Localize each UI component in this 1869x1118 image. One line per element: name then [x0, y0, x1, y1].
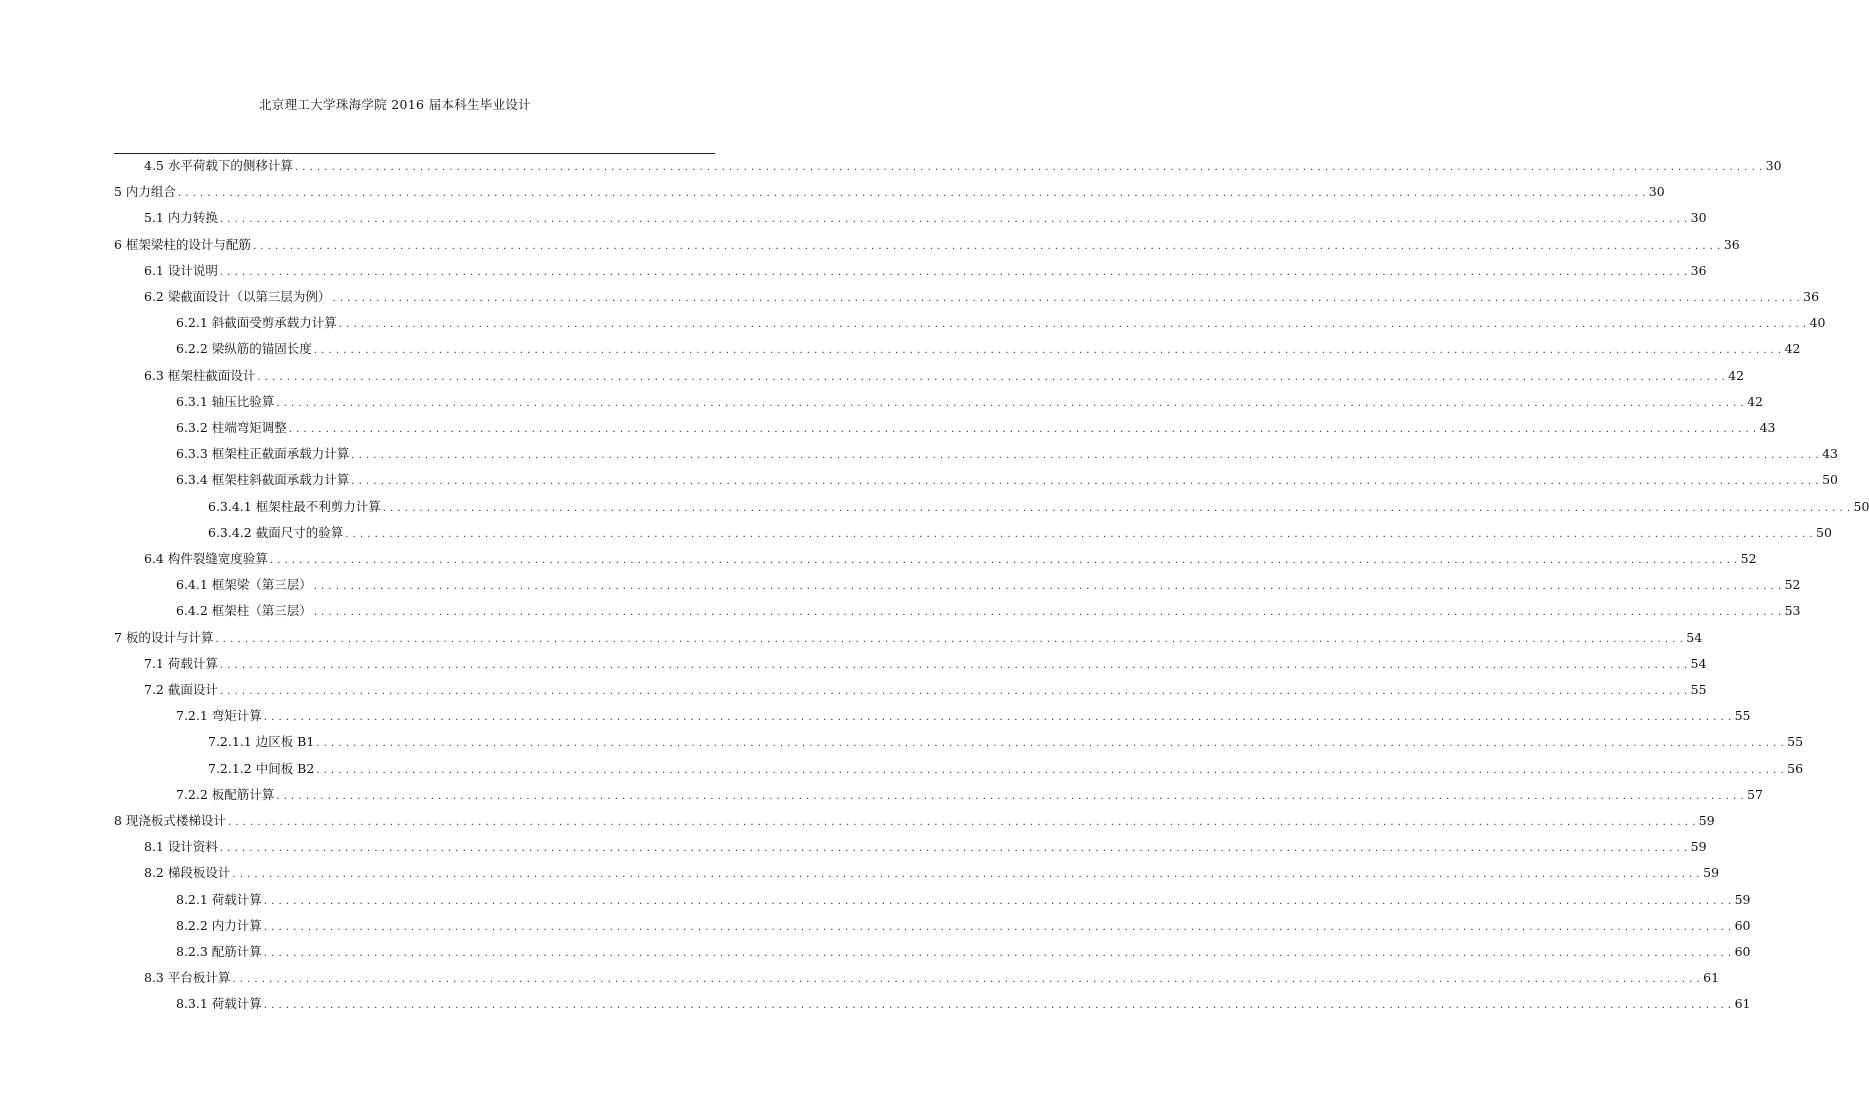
toc-entry[interactable]	[176, 993, 1751, 1015]
toc-leader-dots: . . . . . . . . . . . . . . . . . . . . . . . . . . . . . . . . . . . . . . . . . . . . . . . . . . . . . . . . . . . . . . . . . . . . . . . . . . . . . . . . . . . . . . . . . . . . . . . . . . . . . . . . . . . . . . . . . . . . . . . . . . . . . . . . . . . . . . . . . . . . . . . . . . . . . . . . . . . . . . . . . . . . . . . . . . . . . . . . . . . . . . . . . . . . . . . . . . . . . . . .	[215, 633, 1684, 645]
toc-entry-label: 6 框架梁柱的设计与配筋	[114, 236, 251, 252]
toc-entry-page-number: 55	[1787, 734, 1804, 750]
toc-leader-dots: . . . . . . . . . . . . . . . . . . . . . . . . . . . . . . . . . . . . . . . . . . . . . . . . . . . . . . . . . . . . . . . . . . . . . . . . . . . . . . . . . . . . . . . . . . . . . . . . . . . . . . . . . . . . . . . . . . . . . . . . . . . . . . . . . . . . . . . . . . . . . . . . . . . . . . . . . . . . . . . . . . . . . . . . . . . . . . . . . . . . . . . . . . . . . . . . . . . . . . . .	[313, 581, 1782, 593]
toc-entry-page-number: 42	[1784, 341, 1801, 357]
toc-entry-label: 6.3.4 框架柱斜截面承载力计算	[176, 472, 350, 488]
toc-entry-label: 7.2.1.2 中间板 B2	[208, 760, 315, 776]
toc-entry-page-number: 60	[1734, 917, 1751, 933]
toc-leader-dots: . . . . . . . . . . . . . . . . . . . . . . . . . . . . . . . . . . . . . . . . . . . . . . . . . . . . . . . . . . . . . . . . . . . . . . . . . . . . . . . . . . . . . . . . . . . . . . . . . . . . . . . . . . . . . . . . . . . . . . . . . . . . . . . . . . . . . . . . . . . . . . . . . . . . . . . . . . . . . . . . . . . . . . . . . . . . . . . . . . . . . . . . . . . . . . . . . . . . . . . .	[219, 843, 1688, 855]
toc-leader-dots: . . . . . . . . . . . . . . . . . . . . . . . . . . . . . . . . . . . . . . . . . . . . . . . . . . . . . . . . . . . . . . . . . . . . . . . . . . . . . . . . . . . . . . . . . . . . . . . . . . . . . . . . . . . . . . . . . . . . . . . . . . . . . . . . . . . . . . . . . . . . . . . . . . . . . . . . . . . . . . . . . . . . . . . . . . . . . . . . . . . . . . . . . . . . . . . . . . . . . . . .	[219, 659, 1688, 671]
toc-entry[interactable]	[176, 889, 1751, 911]
toc-entry-page-number: 36	[1723, 236, 1740, 252]
toc-entry-label: 6.4.1 框架梁（第三层）	[176, 577, 312, 593]
toc-leader-dots: . . . . . . . . . . . . . . . . . . . . . . . . . . . . . . . . . . . . . . . . . . . . . . . . . . . . . . . . . . . . . . . . . . . . . . . . . . . . . . . . . . . . . . . . . . . . . . . . . . . . . . . . . . . . . . . . . . . . . . . . . . . . . . . . . . . . . . . . . . . . . . . . . . . . . . . . . . . . . . . . . . . . . . . . . . . . . . . . . . . . . . . . . . . . . . . . . . . . . . . .	[332, 293, 1801, 304]
toc-entry-page-number: 54	[1686, 629, 1703, 645]
toc-leader-dots: . . . . . . . . . . . . . . . . . . . . . . . . . . . . . . . . . . . . . . . . . . . . . . . . . . . . . . . . . . . . . . . . . . . . . . . . . . . . . . . . . . . . . . . . . . . . . . . . . . . . . . . . . . . . . . . . . . . . . . . . . . . . . . . . . . . . . . . . . . . . . . . . . . . . . . . . . . . . . . . . . . . . . . . . . . . . . . . . . . . . . . . . . . . . . . . . . . . . . . . .	[177, 188, 1646, 200]
toc-entry-page-number: 50	[1853, 498, 1869, 514]
toc-leader-dots: . . . . . . . . . . . . . . . . . . . . . . . . . . . . . . . . . . . . . . . . . . . . . . . . . . . . . . . . . . . . . . . . . . . . . . . . . . . . . . . . . . . . . . . . . . . . . . . . . . . . . . . . . . . . . . . . . . . . . . . . . . . . . . . . . . . . . . . . . . . . . . . . . . . . . . . . . . . . . . . . . . . . . . . . . . . . . . . . . . . . . . . . . . . . . . . . . . . . . . . .	[232, 869, 1701, 881]
toc-entry-page-number: 52	[1740, 551, 1757, 566]
toc-entry-page-number: 43	[1822, 446, 1838, 462]
toc-entry[interactable]	[176, 784, 1763, 806]
toc-entry[interactable]	[208, 731, 1804, 753]
toc-leader-dots: . . . . . . . . . . . . . . . . . . . . . . . . . . . . . . . . . . . . . . . . . . . . . . . . . . . . . . . . . . . . . . . . . . . . . . . . . . . . . . . . . . . . . . . . . . . . . . . . . . . . . . . . . . . . . . . . . . . . . . . . . . . . . . . . . . . . . . . . . . . . . . . . . . . . . . . . . . . . . . . . . . . . . . . . . . . . . . . . . . . . . . . . . . . . . . . . . . . . . . . .	[219, 266, 1688, 278]
toc-entry[interactable]	[176, 417, 1776, 439]
toc-entry-page-number: 53	[1784, 603, 1801, 619]
toc-entry-page-number: 30	[1648, 184, 1665, 200]
toc-leader-dots: . . . . . . . . . . . . . . . . . . . . . . . . . . . . . . . . . . . . . . . . . . . . . . . . . . . . . . . . . . . . . . . . . . . . . . . . . . . . . . . . . . . . . . . . . . . . . . . . . . . . . . . . . . . . . . . . . . . . . . . . . . . . . . . . . . . . . . . . . . . . . . . . . . . . . . . . . . . . . . . . . . . . . . . . . . . . . . . . . . . . . . . . . . . . . . . . . . . . . . . .	[263, 921, 1732, 933]
toc-leader-dots: . . . . . . . . . . . . . . . . . . . . . . . . . . . . . . . . . . . . . . . . . . . . . . . . . . . . . . . . . . . . . . . . . . . . . . . . . . . . . . . . . . . . . . . . . . . . . . . . . . . . . . . . . . . . . . . . . . . . . . . . . . . . . . . . . . . . . . . . . . . . . . . . . . . . . . . . . . . . . . . . . . . . . . . . . . . . . . . . . . . . . . . . . . . . . . . . . . . . . . . .	[227, 817, 1696, 828]
toc-entry-page-number: 40	[1809, 315, 1826, 331]
toc-entry-label: 6.4.2 框架柱（第三层）	[176, 603, 312, 619]
toc-entry-label: 7.2.2 板配筋计算	[176, 786, 275, 802]
toc-entry-label: 7.2.1.1 边区板 B1	[208, 734, 315, 750]
toc-leader-dots: . . . . . . . . . . . . . . . . . . . . . . . . . . . . . . . . . . . . . . . . . . . . . . . . . . . . . . . . . . . . . . . . . . . . . . . . . . . . . . . . . . . . . . . . . . . . . . . . . . . . . . . . . . . . . . . . . . . . . . . . . . . . . . . . . . . . . . . . . . . . . . . . . . . . . . . . . . . . . . . . . . . . . . . . . . . . . . . . . . . . . . . . . . . . . . . . . . . . . . . .	[382, 502, 1851, 514]
toc-entry-label: 8.2.2 内力计算	[176, 917, 262, 933]
toc-entry[interactable]	[144, 862, 1720, 884]
toc-leader-dots: . . . . . . . . . . . . . . . . . . . . . . . . . . . . . . . . . . . . . . . . . . . . . . . . . . . . . . . . . . . . . . . . . . . . . . . . . . . . . . . . . . . . . . . . . . . . . . . . . . . . . . . . . . . . . . . . . . . . . . . . . . . . . . . . . . . . . . . . . . . . . . . . . . . . . . . . . . . . . . . . . . . . . . . . . . . . . . . . . . . . . . . . . . . . . . . . . . . . . . . .	[294, 162, 1763, 173]
toc-entry[interactable]	[144, 365, 1745, 387]
toc-entry-label: 8.2.3 配筋计算	[176, 944, 262, 959]
toc-entry[interactable]	[176, 915, 1751, 937]
toc-leader-dots: . . . . . . . . . . . . . . . . . . . . . . . . . . . . . . . . . . . . . . . . . . . . . . . . . . . . . . . . . . . . . . . . . . . . . . . . . . . . . . . . . . . . . . . . . . . . . . . . . . . . . . . . . . . . . . . . . . . . . . . . . . . . . . . . . . . . . . . . . . . . . . . . . . . . . . . . . . . . . . . . . . . . . . . . . . . . . . . . . . . . . . . . . . . . . . . . . . . . . . . .	[219, 214, 1688, 226]
toc-entry-page-number: 61	[1703, 970, 1720, 986]
toc-leader-dots: . . . . . . . . . . . . . . . . . . . . . . . . . . . . . . . . . . . . . . . . . . . . . . . . . . . . . . . . . . . . . . . . . . . . . . . . . . . . . . . . . . . . . . . . . . . . . . . . . . . . . . . . . . . . . . . . . . . . . . . . . . . . . . . . . . . . . . . . . . . . . . . . . . . . . . . . . . . . . . . . . . . . . . . . . . . . . . . . . . . . . . . . . . . . . . . . . . . . . . . .	[269, 555, 1738, 566]
toc-entry-label: 6.1 设计说明	[144, 262, 218, 278]
toc-leader-dots: . . . . . . . . . . . . . . . . . . . . . . . . . . . . . . . . . . . . . . . . . . . . . . . . . . . . . . . . . . . . . . . . . . . . . . . . . . . . . . . . . . . . . . . . . . . . . . . . . . . . . . . . . . . . . . . . . . . . . . . . . . . . . . . . . . . . . . . . . . . . . . . . . . . . . . . . . . . . . . . . . . . . . . . . . . . . . . . . . . . . . . . . . . . . . . . . . . . . . . . .	[263, 948, 1732, 959]
toc-entry-page-number: 55	[1734, 708, 1751, 724]
toc-entry[interactable]	[144, 155, 1782, 177]
toc-entry-label: 8.2 梯段板设计	[144, 865, 231, 881]
toc-entry-label: 8.2.1 荷载计算	[176, 891, 262, 907]
toc-entry[interactable]	[208, 496, 1869, 518]
toc-leader-dots: . . . . . . . . . . . . . . . . . . . . . . . . . . . . . . . . . . . . . . . . . . . . . . . . . . . . . . . . . . . . . . . . . . . . . . . . . . . . . . . . . . . . . . . . . . . . . . . . . . . . . . . . . . . . . . . . . . . . . . . . . . . . . . . . . . . . . . . . . . . . . . . . . . . . . . . . . . . . . . . . . . . . . . . . . . . . . . . . . . . . . . . . . . . . . . . . . . . . . . . .	[276, 790, 1745, 802]
toc-entry-label: 4.5 水平荷载下的侧移计算	[144, 158, 293, 173]
toc-entry-page-number: 43	[1759, 420, 1776, 435]
toc-entry[interactable]	[144, 207, 1707, 229]
toc-entry[interactable]	[176, 469, 1838, 491]
toc-entry-page-number: 50	[1816, 524, 1832, 540]
toc-entry[interactable]	[176, 391, 1763, 413]
toc-entry-label: 5 内力组合	[114, 184, 176, 200]
toc-leader-dots: . . . . . . . . . . . . . . . . . . . . . . . . . . . . . . . . . . . . . . . . . . . . . . . . . . . . . . . . . . . . . . . . . . . . . . . . . . . . . . . . . . . . . . . . . . . . . . . . . . . . . . . . . . . . . . . . . . . . . . . . . . . . . . . . . . . . . . . . . . . . . . . . . . . . . . . . . . . . . . . . . . . . . . . . . . . . . . . . . . . . . . . . . . . . . . . . . . . . . . . .	[219, 686, 1688, 697]
toc-leader-dots: . . . . . . . . . . . . . . . . . . . . . . . . . . . . . . . . . . . . . . . . . . . . . . . . . . . . . . . . . . . . . . . . . . . . . . . . . . . . . . . . . . . . . . . . . . . . . . . . . . . . . . . . . . . . . . . . . . . . . . . . . . . . . . . . . . . . . . . . . . . . . . . . . . . . . . . . . . . . . . . . . . . . . . . . . . . . . . . . . . . . . . . . . . . . . . . . . . . . . . . .	[263, 712, 1732, 724]
toc-entry-label: 6.2 梁截面设计（以第三层为例）	[144, 289, 331, 304]
toc-leader-dots: . . . . . . . . . . . . . . . . . . . . . . . . . . . . . . . . . . . . . . . . . . . . . . . . . . . . . . . . . . . . . . . . . . . . . . . . . . . . . . . . . . . . . . . . . . . . . . . . . . . . . . . . . . . . . . . . . . . . . . . . . . . . . . . . . . . . . . . . . . . . . . . . . . . . . . . . . . . . . . . . . . . . . . . . . . . . . . . . . . . . . . . . . . . . . . . . . . . . . . . .	[338, 319, 1807, 331]
header-divider	[114, 153, 715, 154]
toc-entry-page-number: 57	[1747, 786, 1763, 802]
toc-entry-page-number: 60	[1734, 944, 1751, 959]
toc-entry[interactable]	[176, 941, 1751, 963]
toc-entry[interactable]	[144, 548, 1757, 570]
toc-entry[interactable]	[176, 600, 1801, 622]
toc-entry-label: 6.4 构件裂缝宽度验算	[144, 551, 268, 566]
toc-entry-page-number: 59	[1698, 813, 1715, 828]
toc-entry-label: 8 现浇板式楼梯设计	[114, 813, 226, 828]
toc-entry-page-number: 30	[1690, 210, 1707, 226]
toc-entry-page-number: 55	[1690, 682, 1707, 697]
toc-entry-label: 5.1 内力转换	[144, 210, 218, 226]
toc-leader-dots: . . . . . . . . . . . . . . . . . . . . . . . . . . . . . . . . . . . . . . . . . . . . . . . . . . . . . . . . . . . . . . . . . . . . . . . . . . . . . . . . . . . . . . . . . . . . . . . . . . . . . . . . . . . . . . . . . . . . . . . . . . . . . . . . . . . . . . . . . . . . . . . . . . . . . . . . . . . . . . . . . . . . . . . . . . . . . . . . . . . . . . . . . . . . . . . . . . . . . . . .	[316, 738, 1785, 750]
toc-entry-label: 6.3 框架柱截面设计	[144, 367, 256, 383]
toc-leader-dots: . . . . . . . . . . . . . . . . . . . . . . . . . . . . . . . . . . . . . . . . . . . . . . . . . . . . . . . . . . . . . . . . . . . . . . . . . . . . . . . . . . . . . . . . . . . . . . . . . . . . . . . . . . . . . . . . . . . . . . . . . . . . . . . . . . . . . . . . . . . . . . . . . . . . . . . . . . . . . . . . . . . . . . . . . . . . . . . . . . . . . . . . . . . . . . . . . . . . . . . .	[313, 345, 1782, 357]
toc-entry-label: 8.1 设计资料	[144, 839, 218, 855]
toc-entry-page-number: 50	[1822, 472, 1838, 488]
toc-leader-dots: . . . . . . . . . . . . . . . . . . . . . . . . . . . . . . . . . . . . . . . . . . . . . . . . . . . . . . . . . . . . . . . . . . . . . . . . . . . . . . . . . . . . . . . . . . . . . . . . . . . . . . . . . . . . . . . . . . . . . . . . . . . . . . . . . . . . . . . . . . . . . . . . . . . . . . . . . . . . . . . . . . . . . . . . . . . . . . . . . . . . . . . . . . . . . . . . . . . . . . . .	[276, 397, 1745, 409]
toc-entry[interactable]	[176, 338, 1801, 360]
toc-leader-dots: . . . . . . . . . . . . . . . . . . . . . . . . . . . . . . . . . . . . . . . . . . . . . . . . . . . . . . . . . . . . . . . . . . . . . . . . . . . . . . . . . . . . . . . . . . . . . . . . . . . . . . . . . . . . . . . . . . . . . . . . . . . . . . . . . . . . . . . . . . . . . . . . . . . . . . . . . . . . . . . . . . . . . . . . . . . . . . . . . . . . . . . . . . . . . . . . . . . . . . . .	[351, 450, 1820, 462]
toc-entry-label: 6.3.2 柱端弯矩调整	[176, 420, 287, 435]
toc-leader-dots: . . . . . . . . . . . . . . . . . . . . . . . . . . . . . . . . . . . . . . . . . . . . . . . . . . . . . . . . . . . . . . . . . . . . . . . . . . . . . . . . . . . . . . . . . . . . . . . . . . . . . . . . . . . . . . . . . . . . . . . . . . . . . . . . . . . . . . . . . . . . . . . . . . . . . . . . . . . . . . . . . . . . . . . . . . . . . . . . . . . . . . . . . . . . . . . . . . . . . . . .	[263, 1000, 1732, 1012]
toc-entry-label: 7.2 截面设计	[144, 682, 218, 697]
toc-entry[interactable]	[144, 967, 1720, 989]
toc-leader-dots: . . . . . . . . . . . . . . . . . . . . . . . . . . . . . . . . . . . . . . . . . . . . . . . . . . . . . . . . . . . . . . . . . . . . . . . . . . . . . . . . . . . . . . . . . . . . . . . . . . . . . . . . . . . . . . . . . . . . . . . . . . . . . . . . . . . . . . . . . . . . . . . . . . . . . . . . . . . . . . . . . . . . . . . . . . . . . . . . . . . . . . . . . . . . . . . . . . . . . . . .	[345, 528, 1814, 540]
toc-entry[interactable]	[144, 836, 1707, 858]
toc-entry-page-number: 54	[1690, 655, 1707, 671]
toc-entry-page-number: 59	[1703, 865, 1720, 881]
toc-entry[interactable]	[114, 181, 1665, 203]
toc-entry-label: 8.3.1 荷载计算	[176, 996, 262, 1012]
toc-entry[interactable]	[144, 260, 1707, 282]
toc-entry[interactable]	[114, 627, 1703, 649]
toc-entry-page-number: 52	[1784, 577, 1801, 593]
toc-entry-label: 7.2.1 弯矩计算	[176, 708, 262, 724]
toc-entry-page-number: 59	[1690, 839, 1707, 855]
toc-entry-label: 6.2.2 梁纵筋的锚固长度	[176, 341, 312, 357]
toc-leader-dots: . . . . . . . . . . . . . . . . . . . . . . . . . . . . . . . . . . . . . . . . . . . . . . . . . . . . . . . . . . . . . . . . . . . . . . . . . . . . . . . . . . . . . . . . . . . . . . . . . . . . . . . . . . . . . . . . . . . . . . . . . . . . . . . . . . . . . . . . . . . . . . . . . . . . . . . . . . . . . . . . . . . . . . . . . . . . . . . . . . . . . . . . . . . . . . . . . . . . . . . .	[351, 476, 1820, 488]
toc-entry-page-number: 56	[1787, 760, 1804, 776]
toc-entry-page-number: 36	[1690, 262, 1707, 278]
toc-entry[interactable]	[144, 653, 1707, 675]
toc-entry-page-number: 61	[1734, 996, 1751, 1012]
toc-entry-label: 6.3.3 框架柱正截面承载力计算	[176, 446, 350, 462]
page-header: 北京理工大学珠海学院 2016 届本科生毕业设计	[259, 97, 531, 112]
toc-leader-dots: . . . . . . . . . . . . . . . . . . . . . . . . . . . . . . . . . . . . . . . . . . . . . . . . . . . . . . . . . . . . . . . . . . . . . . . . . . . . . . . . . . . . . . . . . . . . . . . . . . . . . . . . . . . . . . . . . . . . . . . . . . . . . . . . . . . . . . . . . . . . . . . . . . . . . . . . . . . . . . . . . . . . . . . . . . . . . . . . . . . . . . . . . . . . . . . . . . . . . . . .	[288, 424, 1757, 435]
toc-leader-dots: . . . . . . . . . . . . . . . . . . . . . . . . . . . . . . . . . . . . . . . . . . . . . . . . . . . . . . . . . . . . . . . . . . . . . . . . . . . . . . . . . . . . . . . . . . . . . . . . . . . . . . . . . . . . . . . . . . . . . . . . . . . . . . . . . . . . . . . . . . . . . . . . . . . . . . . . . . . . . . . . . . . . . . . . . . . . . . . . . . . . . . . . . . . . . . . . . . . . . . . .	[252, 240, 1721, 252]
toc-leader-dots: . . . . . . . . . . . . . . . . . . . . . . . . . . . . . . . . . . . . . . . . . . . . . . . . . . . . . . . . . . . . . . . . . . . . . . . . . . . . . . . . . . . . . . . . . . . . . . . . . . . . . . . . . . . . . . . . . . . . . . . . . . . . . . . . . . . . . . . . . . . . . . . . . . . . . . . . . . . . . . . . . . . . . . . . . . . . . . . . . . . . . . . . . . . . . . . . . . . . . . . .	[232, 974, 1701, 986]
toc-entry-label: 6.3.1 轴压比验算	[176, 393, 275, 409]
toc-entry[interactable]	[208, 522, 1832, 544]
toc-entry[interactable]	[144, 286, 1820, 308]
toc-leader-dots: . . . . . . . . . . . . . . . . . . . . . . . . . . . . . . . . . . . . . . . . . . . . . . . . . . . . . . . . . . . . . . . . . . . . . . . . . . . . . . . . . . . . . . . . . . . . . . . . . . . . . . . . . . . . . . . . . . . . . . . . . . . . . . . . . . . . . . . . . . . . . . . . . . . . . . . . . . . . . . . . . . . . . . . . . . . . . . . . . . . . . . . . . . . . . . . . . . . . . . . .	[257, 371, 1726, 383]
toc-entry[interactable]	[176, 443, 1838, 465]
toc-leader-dots: . . . . . . . . . . . . . . . . . . . . . . . . . . . . . . . . . . . . . . . . . . . . . . . . . . . . . . . . . . . . . . . . . . . . . . . . . . . . . . . . . . . . . . . . . . . . . . . . . . . . . . . . . . . . . . . . . . . . . . . . . . . . . . . . . . . . . . . . . . . . . . . . . . . . . . . . . . . . . . . . . . . . . . . . . . . . . . . . . . . . . . . . . . . . . . . . . . . . . . . .	[263, 895, 1732, 907]
toc-entry[interactable]	[144, 679, 1707, 701]
toc-entry[interactable]	[114, 234, 1740, 256]
toc-entry[interactable]	[176, 574, 1801, 596]
toc-entry[interactable]	[176, 312, 1826, 334]
toc-entry[interactable]	[208, 758, 1804, 780]
toc-leader-dots: . . . . . . . . . . . . . . . . . . . . . . . . . . . . . . . . . . . . . . . . . . . . . . . . . . . . . . . . . . . . . . . . . . . . . . . . . . . . . . . . . . . . . . . . . . . . . . . . . . . . . . . . . . . . . . . . . . . . . . . . . . . . . . . . . . . . . . . . . . . . . . . . . . . . . . . . . . . . . . . . . . . . . . . . . . . . . . . . . . . . . . . . . . . . . . . . . . . . . . . .	[313, 607, 1782, 619]
toc-entry[interactable]	[114, 810, 1715, 832]
toc-leader-dots: . . . . . . . . . . . . . . . . . . . . . . . . . . . . . . . . . . . . . . . . . . . . . . . . . . . . . . . . . . . . . . . . . . . . . . . . . . . . . . . . . . . . . . . . . . . . . . . . . . . . . . . . . . . . . . . . . . . . . . . . . . . . . . . . . . . . . . . . . . . . . . . . . . . . . . . . . . . . . . . . . . . . . . . . . . . . . . . . . . . . . . . . . . . . . . . . . . . . . . . .	[316, 764, 1785, 776]
toc-entry-page-number: 42	[1728, 367, 1745, 383]
toc-entry-label: 7.1 荷载计算	[144, 655, 218, 671]
toc-entry-label: 6.3.4.1 框架柱最不利剪力计算	[208, 498, 381, 514]
toc-entry-page-number: 30	[1765, 158, 1782, 173]
toc-entry-page-number: 36	[1803, 289, 1820, 304]
toc-entry-label: 6.3.4.2 截面尺寸的验算	[208, 524, 344, 540]
toc-entry-label: 8.3 平台板计算	[144, 970, 231, 986]
toc-entry-page-number: 42	[1747, 393, 1763, 409]
toc-entry-label: 7 板的设计与计算	[114, 629, 214, 645]
toc-entry-label: 6.2.1 斜截面受剪承载力计算	[176, 315, 337, 331]
toc-entry[interactable]	[176, 705, 1751, 727]
toc-entry-page-number: 59	[1734, 891, 1751, 907]
